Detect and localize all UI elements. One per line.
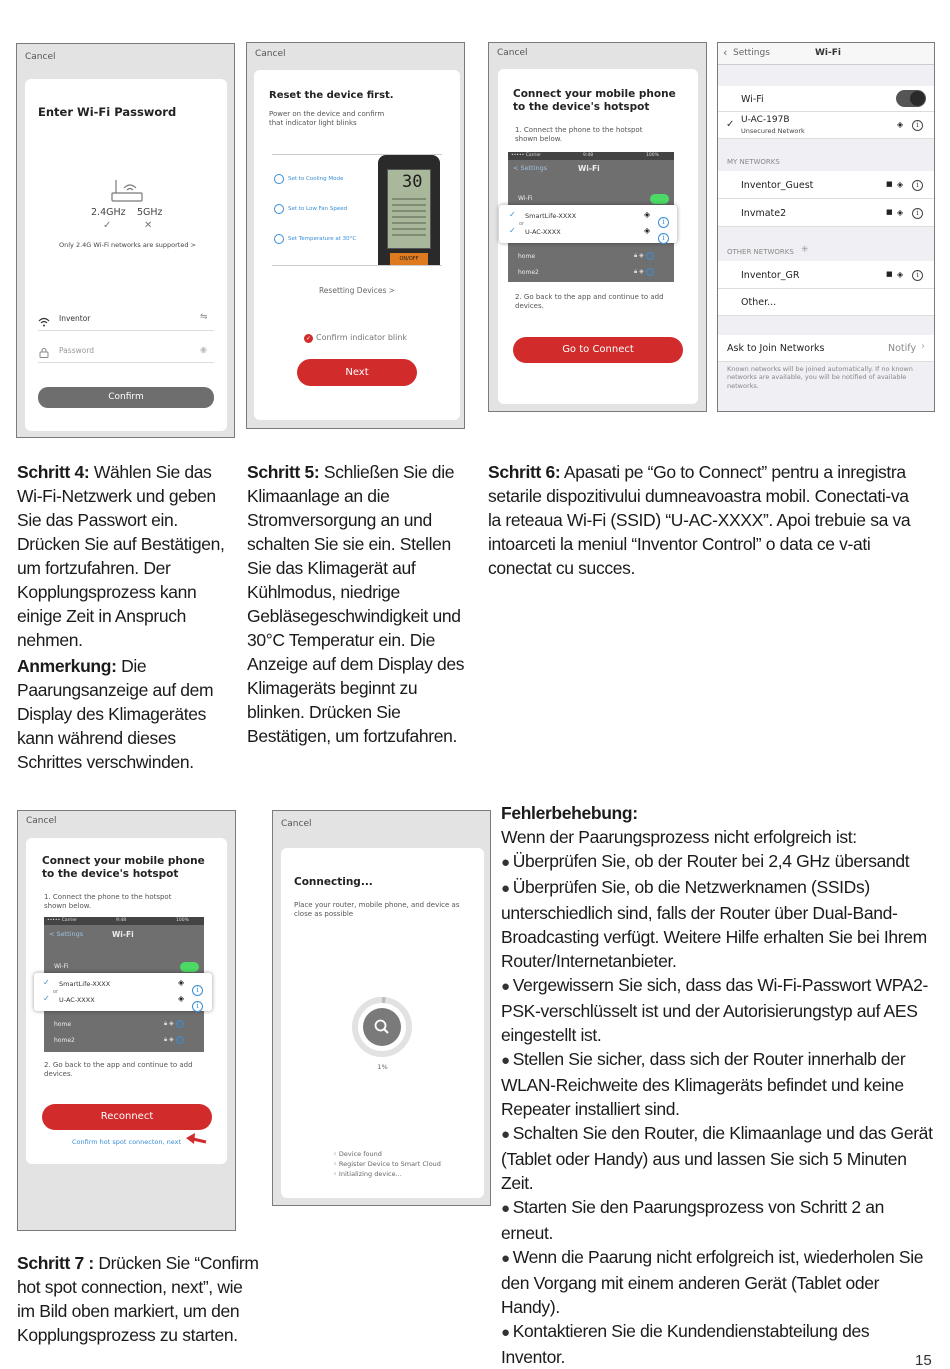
troubleshooting-item [501,875,936,973]
other-network-row[interactable] [718,289,934,316]
confirm-blink-label: Confirm indicator blink [316,333,408,342]
step4-text [17,460,232,652]
troubleshooting-item-text: Schalten Sie den Router, die Klimaanlage und das Gerät (Tablet oder Handy) aus und lassen Sie sich 5 Minuten Zeit. [501,1123,933,1193]
wifi-toggle[interactable] [896,90,926,107]
page-title: Connect your mobile phone to the device's hotspot [42,855,205,880]
check-icon: ✓ [43,978,50,987]
troubleshooting-item [501,1245,936,1319]
router-icon [110,176,144,202]
settings-back-link[interactable]: Settings [733,48,770,58]
bullet-icon: ● [501,1200,510,1217]
switch-network-icon[interactable]: ⇋ [200,312,208,322]
mini-toggle [180,962,199,972]
remote-segments [392,198,426,238]
wifi-signal-icon: ◈ [897,120,904,129]
confirm-hotspot-link[interactable]: Confirm hot spot connecton, next [72,1138,182,1146]
or-label: or [53,989,59,995]
remote-control-image [378,155,440,265]
troubleshooting-item [501,1319,936,1369]
wifi-signal-icon: ◈ [178,978,185,987]
progress-percent: 1% [377,1063,388,1071]
mini-back: < Settings [49,930,84,938]
step-one-instruction: 1. Connect the phone to the hotspot shown below. [515,126,643,144]
mini-lock-icons: 🔒︎ ◈ i [164,1020,184,1028]
go-to-connect-button[interactable]: Go to Connect [513,337,683,363]
mini-network-home2: home2 [54,1037,75,1044]
troubleshooting-item [501,973,936,1047]
other-label: Other... [741,297,777,308]
troubleshooting-item [501,849,936,875]
info-icon[interactable]: i [912,179,923,191]
connecting-description: Place your router, mobile phone, and device as close as possible [294,901,460,919]
troubleshooting-item-text: Stellen Sie sicher, dass sich der Router innerhalb der WLAN-Reichweite des Klimageräts befindet und keine Repeater installiert sind. [501,1049,906,1119]
bullet-icon: ● [501,978,510,995]
step4-label: Schritt 4: [17,462,90,482]
mini-network-home2: home2 [518,269,539,276]
check-icon: ✓ [726,119,735,130]
troubleshooting-item-text: Wenn die Paarung nicht erfolgreich ist, wiederholen Sie den Vorgang mit einem anderen Gerät (Tablet oder Handy). [501,1247,924,1317]
divider [38,330,214,331]
check-icon: ✓ [509,226,516,235]
troubleshooting-section [501,801,936,1369]
radio-icon[interactable] [274,234,284,244]
remote-display [387,169,431,249]
page-title: Connect your mobile phone to the device's hotspot [513,88,676,113]
info-icon[interactable]: i [192,993,203,1012]
status-device-found-label: Device found [338,1150,382,1158]
connected-network-row[interactable] [718,112,934,139]
cancel-link[interactable]: Cancel [255,49,286,59]
bullet-icon: ● [501,1324,510,1341]
troubleshooting-item [501,1121,936,1195]
ask-join-row[interactable] [718,335,934,362]
page-title: Reset the device first. [269,90,394,101]
troubleshooting-item-text: Kontaktieren Sie die Kundendienstabteilung des Inventor. [501,1321,870,1367]
remote-onoff-button: ON/OFF [390,253,428,265]
status-register-cloud: ◦ Register Device to Smart Cloud [333,1160,441,1168]
hotspot-popup [499,205,677,243]
step5-label: Schritt 5: [247,462,320,482]
check-circle-icon: ✓ [305,335,312,342]
wifi-label: Wi-Fi [741,94,764,105]
step-two-instruction: 2. Go back to the app and continue to add devices. [44,1061,193,1079]
network-row[interactable] [718,199,934,227]
ask-join-label: Ask to Join Networks [727,343,825,354]
ask-join-footnote: Known networks will be joined automatically. If no known networks are available, you will be notified of available networks. [727,365,913,390]
or-label: or [519,221,525,227]
screenshot-ios-wifi-settings [717,42,935,412]
troubleshooting-item [501,1195,936,1245]
step4-body: Wählen Sie das Wi-Fi-Netzwerk und geben Sie das Passwort ein. Drücken Sie auf Bestätigen, um fortzufahren. Der Kopplungsprozess kann einige Zeit in Anspruch nehmen. [17,462,225,650]
progress-ring [351,996,413,1058]
page-number: 15 [915,1352,932,1369]
chevron-right-icon: › [921,341,925,352]
option-temp-30[interactable]: Set Temperature at 30°C [288,236,357,242]
band-5ghz-label: 5GHz [137,207,163,218]
check-icon: ✓ [43,994,50,1003]
network-invmate2: Invmate2 [741,208,787,219]
network-uac[interactable]: U-AC-XXXX [525,228,561,236]
resetting-devices-link[interactable]: Resetting Devices > [318,286,396,295]
next-button[interactable]: Next [297,359,417,386]
mini-battery: 100% [646,153,659,158]
info-icon[interactable]: i [912,207,923,219]
reset-card [254,70,460,420]
wifi-signal-icon: ◈ [644,210,651,219]
troubleshooting-item-text: Vergewissern Sie sich, dass das Wi-Fi-Passwort WPA2-PSK-verschlüsselt ist und der Autorisierungstyp auf AES eingestellt ist. [501,975,928,1045]
mini-toggle [650,194,669,204]
mini-status-bar [44,917,204,925]
info-icon[interactable]: i [912,269,923,281]
spinner-icon: ✳ [801,245,809,255]
search-badge [363,1008,401,1046]
option-low-fan[interactable]: Set to Low Fan Speed [288,206,348,212]
other-networks-header: OTHER NETWORKS [727,248,794,256]
cross-icon: ✕ [144,220,153,231]
notify-value: Notify [888,343,917,354]
bullet-icon: ● [501,1250,510,1267]
lock-icon: ■ [886,180,893,188]
my-networks-header: MY NETWORKS [727,158,780,166]
mini-lock-icons: 🔒︎ ◈ i [634,268,654,276]
step7-label: Schritt 7 : [17,1253,94,1273]
troubleshooting-title: Fehlerbehebung: [501,803,638,823]
screenshot-connect-hotspot [488,42,707,412]
hotspot-popup [34,973,212,1011]
network-row[interactable] [718,261,934,289]
step-one-instruction: 1. Connect the phone to the hotspot shown below. [44,893,172,911]
lock-icon [39,343,49,362]
mini-wifi-label: Wi-Fi [518,195,533,202]
info-icon[interactable]: i [192,977,203,996]
mini-network-home: home [518,253,536,260]
network-name: Inventor [59,314,91,323]
screenshot-connecting [272,810,491,1206]
radio-icon[interactable] [274,174,284,184]
arrow-left-icon [184,1132,208,1146]
wifi-toggle-row [718,86,934,112]
mini-network-home: home [54,1021,72,1028]
page-title: Enter Wi-Fi Password [38,105,177,119]
cancel-link[interactable]: Cancel [281,819,312,829]
status-register-cloud-label: Register Device to Smart Cloud [338,1160,441,1168]
step6-label: Schritt 6: [488,462,561,482]
wifi-signal-icon: ◈ [897,180,904,189]
step4-note-label: Anmerkung: [17,656,117,676]
mini-back: < Settings [513,164,548,172]
divider [38,362,214,363]
password-field[interactable]: Password [59,346,95,355]
mini-battery: 100% [176,918,189,923]
cancel-link[interactable]: Cancel [25,52,56,62]
troubleshooting-intro: Wenn der Paarungsprozess nicht erfolgreich ist: [501,827,857,847]
nav-title: Wi-Fi [815,48,841,58]
only-24-note[interactable]: Only 2.4G Wi-Fi networks are supported > [59,241,196,249]
step7-text [17,1251,262,1347]
eye-icon[interactable]: ◉ [200,345,207,354]
mini-wifi-label: Wi-Fi [54,963,69,970]
info-icon[interactable]: i [658,225,669,244]
status-initializing-label: Initializing device... [338,1170,402,1178]
troubleshooting-item-text: Überprüfen Sie, ob die Netzwerknamen (SSIDs) unterschiedlich sind, falls der Router über Dual-Band-Broadcasting verfügt. Weitere Hilfe erhalten Sie bei Ihrem Router/Internetanbieter. [501,877,927,971]
chevron-left-icon[interactable]: ‹ [723,46,728,59]
option-cooling[interactable]: Set to Cooling Mode [288,176,344,182]
mini-lock-icons: 🔒︎ ◈ i [164,1036,184,1044]
network-inventor-guest: Inventor_Guest [741,180,814,191]
lock-icon: ■ [886,270,893,278]
band-24ghz-label: 2.4GHz [91,207,126,218]
info-icon[interactable]: i [912,119,923,131]
page-title: Connecting... [294,876,373,888]
connecting-card [281,848,484,1198]
reconnect-card [26,838,227,1164]
connected-network-sub: Unsecured Network [741,127,805,135]
status-device-found: ◦ Device found [333,1150,382,1158]
step6-text [488,460,918,580]
network-smartlife[interactable]: SmartLife-XXXX [525,212,577,220]
wifi-signal-icon: ◈ [178,994,185,1003]
info-icon[interactable]: i [658,209,669,228]
toggle-knob [910,91,925,106]
mini-time: 9:48 [583,153,594,158]
step4-note [17,654,217,774]
screenshot-reconnect [17,810,236,1231]
step5-body: Schließen Sie die Klimaanlage an die Stromversorgung an und schalten Sie sie ein. Stellen Sie das Klimagerät auf Kühlmodus, niedrige Gebläsegeschwindigkeit und 30°C Temperatur ein. Die Anzeige auf dem Display des Klimageräts beginnt zu blinken. Drücken Sie Bestätigen, um fortzufahren. [247,462,465,746]
step-two-instruction: 2. Go back to the app and continue to add devices. [515,293,664,311]
radio-icon[interactable] [274,204,284,214]
bullet-icon: ● [501,880,510,897]
reconnect-button[interactable]: Reconnect [42,1104,212,1130]
bullet-icon: ● [501,854,510,871]
check-icon: ✓ [103,220,112,231]
troubleshooting-item-text: Starten Sie den Paarungsprozess von Schritt 2 an erneut. [501,1197,885,1243]
lock-icon: ■ [886,208,893,216]
connected-network-name: U-AC-197B [741,115,790,125]
confirm-button[interactable]: Confirm [38,387,214,408]
divider [272,265,442,266]
cancel-link[interactable]: Cancel [497,48,528,58]
wifi-signal-icon: ◈ [644,226,651,235]
bullet-icon: ● [501,1052,510,1069]
step6-body: Apasati pe “Go to Connect” pentru a inregistra setarile dispozitivului dumneavoastra mobil. Conectati-va la reteaua Wi-Fi (SSID) “U-AC-XXXX”. Apoi trebuie sa va intoarceti la meniul “Inventor Control” o data ce v-ati conectat cu succes. [488,462,911,578]
network-row[interactable] [718,171,934,199]
wifi-signal-icon: ◈ [897,208,904,217]
network-uac[interactable]: U-AC-XXXX [59,996,95,1004]
network-inventor-gr: Inventor_GR [741,270,800,281]
mini-header: Wi-Fi [112,930,134,939]
reset-description: Power on the device and confirm that indicator light blinks [269,110,385,128]
mini-header: Wi-Fi [578,164,600,173]
step7-body: Drücken Sie “Confirm hot spot connection, next”, wie im Bild oben markiert, um den Kopplungsprozess zu starten. [17,1253,259,1345]
screenshot-enter-wifi-password [16,43,235,438]
mini-time: 9:48 [116,918,127,923]
wifi-icon [38,312,50,331]
step5-text [247,460,465,748]
remote-temperature: 30 [402,172,423,192]
troubleshooting-item [501,1047,936,1121]
mini-lock-icons: 🔒︎ ◈ i [634,252,654,260]
hotspot-card [498,69,698,404]
network-smartlife[interactable]: SmartLife-XXXX [59,980,111,988]
ios-nav-bar [718,43,935,65]
cancel-link[interactable]: Cancel [26,816,57,826]
step4-note-body: Die Paarungsanzeige auf dem Display des Klimagerätes kann während dieses Schrittes verschwinden. [17,656,214,772]
mini-carrier: ••••• Carrier [511,153,542,158]
mini-status-bar [508,152,674,160]
wifi-signal-icon: ◈ [897,270,904,279]
check-icon: ✓ [509,210,516,219]
bullet-icon: ● [501,1126,510,1143]
troubleshooting-list [501,849,936,1369]
troubleshooting-item-text: Überprüfen Sie, ob der Router bei 2,4 GHz übersandt [512,851,910,871]
screenshot-reset-device [246,42,465,429]
wifi-password-card [25,79,227,431]
mini-carrier: ••••• Carrier [47,918,78,923]
status-initializing: ◦ Initializing device... [333,1170,402,1178]
